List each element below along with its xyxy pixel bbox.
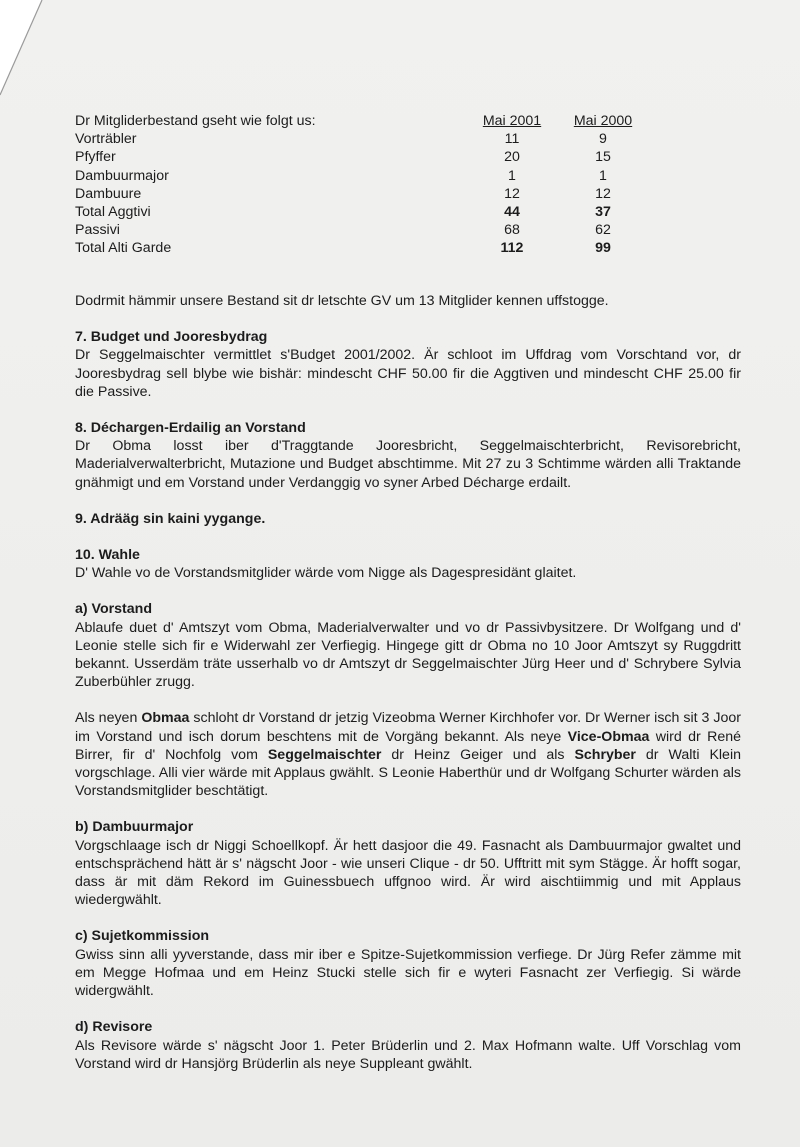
subsection-d-heading: d) Revisore [75,1019,153,1036]
table-row [75,130,741,148]
row-label: Passivi [75,222,120,239]
section-10-heading: 10. Wahle [75,547,140,564]
subsection-c-heading: c) Sujetkommission [75,928,210,945]
value-2001: 11 [504,131,520,148]
value-2000: 1 [599,167,607,184]
members-summary: Dodrmit hämmir unsere Bestand sit dr letschte GV um 13 Mitglider kennen uffstogge. [75,293,609,309]
subsection-a-paragraph-1: Ablaufe duet d' Amtszyt vom Obma, Maderialverwalter und vo dr Passivbysitzere. Dr Wolfgang und d' Leonie stelle sich fir e Widerwahl zer Verfiegig. Hingege gitt dr Obma no 10 Joor Amtszyt sy Ruggdritt bekannt. Usserdäm träte usserhalb vo dr Amtszyt dr Seggelmaischter Jürg Heer und d' Schrybere Sylvia Zuberbühler zrugg. [75,619,741,691]
row-label: Dambuurmajor [75,167,169,184]
column-header-2000: Mai 2000 [573,113,633,129]
value-2000: 12 [595,185,611,202]
column-header-2001: Mai 2001 [482,113,542,129]
section-10-text: D' Wahle vo de Vorstandsmitglider wärde vom Nigge als Dagespresidänt glaitet. [75,565,577,582]
row-label: Pfyffer [75,149,116,166]
value-2000: 9 [599,131,607,148]
value-2001: 20 [504,149,520,166]
section-7-heading: 7. Budget und Jooresbydrag [75,329,268,346]
table-row [75,239,741,257]
section-9-heading: 9. Adrääg sin kaini yygange. [75,510,266,527]
document-body [75,112,741,1073]
value-2000: 62 [595,222,611,239]
value-2001: 68 [504,222,520,239]
table-row [75,221,741,239]
value-2000: 99 [595,240,611,257]
value-2000: 15 [595,149,611,166]
subsection-d-text: Als Revisore wärde s' nägscht Joor 1. Peter Brüderlin und 2. Max Hofmann walte. Uff Vorschlag vom Vorstand wird dr Hansjörg Brüderlin als neye Suppleant gwählt. [75,1037,741,1072]
row-label: Dambuure [75,185,142,202]
table-row [75,148,741,166]
value-2000: 37 [595,203,611,220]
value-2001: 1 [508,167,516,184]
subsection-c-text: Gwiss sinn alli yyverstande, dass mir iber e Spitze-Sujetkommission verfiege. Dr Jürg Refer zämme mit em Megge Hofmaa und em Heinz Stucki stelle sich fir e wyteri Fasnacht zer Verfiegig. Si wärde widergwählt. [75,946,741,1000]
row-label: Total Aggtivi [75,203,151,220]
subsection-a-heading: a) Vorstand [75,601,152,618]
members-intro: Dr Mitgliderbestand gseht wie folgt us: [75,113,316,129]
value-2001: 112 [500,240,524,257]
section-8-heading: 8. Déchargen-Erdailig an Vorstand [75,420,306,437]
subsection-b-heading: b) Dambuurmajor [75,819,194,836]
members-table [75,112,741,282]
subsection-b-text: Vorgschlaage isch dr Niggi Schoellkopf. Är hett dasjoor die 49. Fasnacht als Dambuurmajor gwaltet und entschsprächend hätt är s' nägscht Joor - wie unseri Clique - dr 50. Ufftritt mit sym Stägge. Är hofft sogar, dass är mit däm Rekord im Guinessbuech uffgnoo wird. Är wird aischtiimmig und mit Applaus wiedergwählt. [75,837,741,909]
section-7-text: Dr Seggelmaischter vermittlet s'Budget 2001/2002. Är schloot im Uffdrag vom Vorschtand vor, dr Jooresbydrag sell blybe wie bishär: mindescht CHF 50.00 fir die Aggtiven und mindescht CHF 25.00 fir die Passive. [75,347,741,400]
row-label: Total Alti Garde [75,240,172,257]
table-row [75,185,741,203]
table-row [75,203,741,221]
value-2001: 44 [504,203,520,220]
section-8-text: Dr Obma losst iber d'Traggtande Jooresbricht, Seggelmaischterbricht, Revisorebricht, Maderialverwalterbricht, Mutazione und Budget abschtimme. Mit 27 zu 3 Schtimme wärden alli Traktande gnähmigt und em Vorstand under Verdanggig vo syner Arbed Décharge erdailt. [75,438,741,491]
subsection-a-paragraph-2: Als neyen Obmaa schloht dr Vorstand dr jetzig Vizeobma Werner Kirchhofer vor. Dr Werner isch sit 3 Joor im Vorstand und isch dorum beschtens mit de Vorgäng bekannt. Als neye Vice-Obmaa wird dr René Birrer, fir d' Nochfolg vom Seggelmaischter dr Heinz Geiger und als Schryber dr Walti Klein vorgschlage. Alli vier wärde mit Applaus gwählt. S Leonie Haberthür und dr Wolfgang Schurter wärden als Vorstandsmitglider beschtätigt. [75,710,742,800]
table-row [75,167,741,185]
page-corner-fold [0,0,60,120]
row-label: Vorträbler [75,131,137,148]
members-header-row [75,112,741,130]
value-2001: 12 [504,185,520,202]
